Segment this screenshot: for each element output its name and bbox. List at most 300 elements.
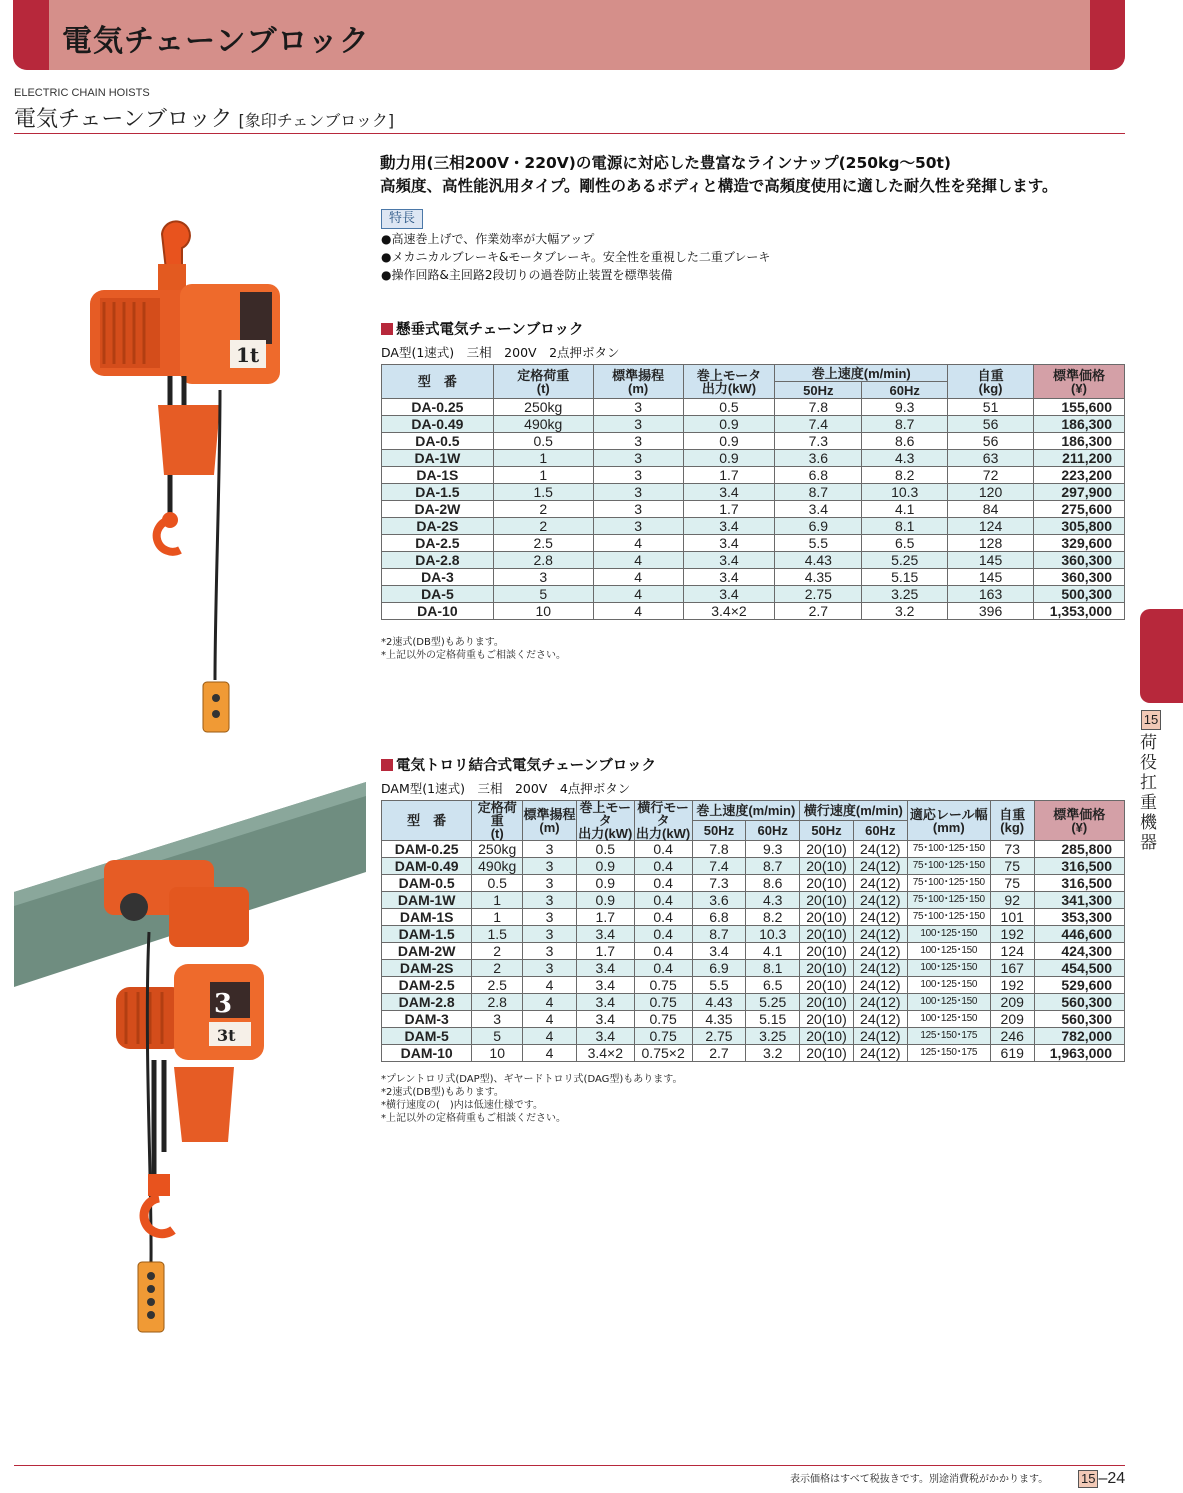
col-header-weight-unit: (kg) <box>978 380 1003 396</box>
table-cell: 9.3 <box>862 399 948 416</box>
table-cell: 51 <box>948 399 1034 416</box>
table-cell: 3.4 <box>683 535 775 552</box>
col-header-traverse-motor <box>634 801 692 841</box>
col-header-60hz: 60Hz <box>746 821 800 841</box>
table-row <box>382 943 1125 960</box>
table-cell: 75･100･125･150 <box>907 909 990 926</box>
table-cell: 72 <box>948 467 1034 484</box>
table-cell: DAM-1W <box>382 892 472 909</box>
table-cell: 223,200 <box>1034 467 1125 484</box>
da-notes <box>381 636 566 662</box>
table-cell: DAM-2S <box>382 960 472 977</box>
table-cell: 56 <box>948 433 1034 450</box>
table-cell: DA-1W <box>382 450 494 467</box>
table-cell: 24(12) <box>853 1045 907 1062</box>
table-row <box>382 467 1125 484</box>
table-cell: 305,800 <box>1034 518 1125 535</box>
table-cell: 6.8 <box>775 467 862 484</box>
table-row <box>382 926 1125 943</box>
table-cell: 396 <box>948 603 1034 620</box>
table-cell: 3 <box>593 484 683 501</box>
table-cell: 0.75 <box>634 994 692 1011</box>
table-row <box>382 603 1125 620</box>
table-cell: 3 <box>472 1011 523 1028</box>
svg-text:3t: 3t <box>217 1026 236 1045</box>
col-header-model: 型 番 <box>382 801 472 841</box>
table-cell: 7.3 <box>775 433 862 450</box>
table-row <box>382 484 1125 501</box>
table-row <box>382 858 1125 875</box>
table-cell: 341,300 <box>1034 892 1124 909</box>
table-cell: 316,500 <box>1034 858 1124 875</box>
table-cell: 128 <box>948 535 1034 552</box>
table-cell: 3.4 <box>683 518 775 535</box>
page-suffix: –24 <box>1098 1470 1126 1487</box>
table-cell: 24(12) <box>853 841 907 858</box>
table-cell: 24(12) <box>853 994 907 1011</box>
table-cell: DAM-1.5 <box>382 926 472 943</box>
col-header-traverse-50hz: 50Hz <box>800 821 854 841</box>
table-cell: 2 <box>472 943 523 960</box>
table-row <box>382 518 1125 535</box>
table-cell: 8.1 <box>862 518 948 535</box>
page-chapter: 15 <box>1078 1470 1098 1488</box>
table-cell: DAM-0.25 <box>382 841 472 858</box>
table-cell: 24(12) <box>853 909 907 926</box>
table-cell: 75･100･125･150 <box>907 841 990 858</box>
note-item: *上記以外の定格荷重もご相談ください。 <box>381 650 566 661</box>
table-cell: 24(12) <box>853 943 907 960</box>
col-header-price-unit: (¥) <box>1071 380 1087 396</box>
table-cell: 5.5 <box>775 535 862 552</box>
section-marker <box>381 323 393 335</box>
table-cell: 1.7 <box>576 909 634 926</box>
table-cell: 9.3 <box>746 841 800 858</box>
table-cell: 10 <box>493 603 593 620</box>
table-cell: 20(10) <box>800 909 854 926</box>
col-header-price <box>1034 365 1125 399</box>
table-cell: 3.4 <box>683 569 775 586</box>
brand-label: [象印チェンブロック] <box>238 111 395 130</box>
table-cell: 490kg <box>493 416 593 433</box>
table-cell: 4 <box>593 552 683 569</box>
table-row <box>382 1028 1125 1045</box>
table-cell: 454,500 <box>1034 960 1124 977</box>
table-row <box>382 450 1125 467</box>
col-header-load-label: 定格荷重 <box>517 367 570 383</box>
table-cell: 0.5 <box>493 433 593 450</box>
footer-divider <box>14 1465 1125 1466</box>
table-cell: 3 <box>593 467 683 484</box>
table-cell: 619 <box>990 1045 1034 1062</box>
col-header-50hz: 50Hz <box>692 821 746 841</box>
col-header-lift-label: 標準揚程 <box>523 806 576 822</box>
table-cell: 2.8 <box>493 552 593 569</box>
table-cell: 5 <box>472 1028 523 1045</box>
table-cell: DA-3 <box>382 569 494 586</box>
table-cell: 0.4 <box>634 892 692 909</box>
table-cell: 0.75 <box>634 977 692 994</box>
table-cell: 7.4 <box>692 858 746 875</box>
table-cell: 3.2 <box>746 1045 800 1062</box>
col-header-motor-label: 巻上モータ <box>579 800 632 828</box>
table-cell: 3.4 <box>576 1011 634 1028</box>
table-cell: 6.5 <box>746 977 800 994</box>
table-cell: 3.25 <box>862 586 948 603</box>
table-cell: 20(10) <box>800 858 854 875</box>
table-cell: 145 <box>948 552 1034 569</box>
table-row <box>382 586 1125 603</box>
table-cell: 24(12) <box>853 875 907 892</box>
table-cell: 8.7 <box>692 926 746 943</box>
feature-item: ●操作回路&主回路2段切りの過巻防止装置を標準装備 <box>381 268 673 282</box>
col-header-speed: 巻上速度(m/min) <box>692 801 800 821</box>
features-tag: 特長 <box>381 209 423 229</box>
table-cell: DA-2W <box>382 501 494 518</box>
table-cell: DAM-2.5 <box>382 977 472 994</box>
table-cell: 0.4 <box>634 858 692 875</box>
col-header-price <box>1034 801 1124 841</box>
table-cell: 782,000 <box>1034 1028 1124 1045</box>
table-cell: 5.5 <box>692 977 746 994</box>
table-cell: 3 <box>523 858 577 875</box>
table-cell: 1.5 <box>472 926 523 943</box>
table-cell: 0.75 <box>634 1011 692 1028</box>
col-header-weight-unit: (kg) <box>1000 819 1025 835</box>
table-cell: DAM-0.5 <box>382 875 472 892</box>
table-cell: DA-2.8 <box>382 552 494 569</box>
table-cell: 75･100･125･150 <box>907 875 990 892</box>
col-header-lift-unit: (m) <box>539 819 560 835</box>
col-header-price-label: 標準価格 <box>1053 806 1106 822</box>
table-cell: 101 <box>990 909 1034 926</box>
english-subtitle: ELECTRIC CHAIN HOISTS <box>14 87 150 99</box>
intro-text <box>380 152 1058 198</box>
table-cell: 2.5 <box>493 535 593 552</box>
table-cell: 0.9 <box>576 875 634 892</box>
col-header-rail <box>907 801 990 841</box>
table-cell: 155,600 <box>1034 399 1125 416</box>
col-header-model: 型 番 <box>382 365 494 399</box>
table-cell: 3 <box>593 433 683 450</box>
table-cell: 124 <box>990 943 1034 960</box>
table-cell: 6.8 <box>692 909 746 926</box>
table-cell: 3.6 <box>775 450 862 467</box>
table-cell: 2.7 <box>775 603 862 620</box>
col-header-price-unit: (¥) <box>1071 819 1088 835</box>
table-cell: 3.6 <box>692 892 746 909</box>
table-cell: 145 <box>948 569 1034 586</box>
table-cell: 4 <box>523 1011 577 1028</box>
table-cell: 0.4 <box>634 926 692 943</box>
table-cell: 125･150･175 <box>907 1045 990 1062</box>
svg-text:1t: 1t <box>236 343 260 367</box>
table-row <box>382 416 1125 433</box>
table-cell: 1.7 <box>683 467 775 484</box>
da-spec-table <box>381 364 1125 620</box>
col-header-50hz: 50Hz <box>775 382 862 399</box>
col-header-lift <box>523 801 577 841</box>
table-cell: DA-0.49 <box>382 416 494 433</box>
table-cell: 3.4 <box>576 960 634 977</box>
table-cell: 20(10) <box>800 926 854 943</box>
col-header-rail-label: 適応レール幅 <box>909 806 988 822</box>
table-cell: 8.7 <box>775 484 862 501</box>
table-cell: DA-2.5 <box>382 535 494 552</box>
col-header-rail-unit: (mm) <box>932 819 965 835</box>
table-cell: 4.35 <box>692 1011 746 1028</box>
svg-text:3: 3 <box>214 989 233 1019</box>
table-cell: 20(10) <box>800 977 854 994</box>
table-cell: 2.75 <box>775 586 862 603</box>
col-header-lift-unit: (m) <box>627 380 649 396</box>
table-cell: 2 <box>472 960 523 977</box>
table-cell: 3 <box>493 569 593 586</box>
table-cell: 10 <box>472 1045 523 1062</box>
table-cell: 0.9 <box>683 416 775 433</box>
table-cell: 5.15 <box>862 569 948 586</box>
table-cell: 100･125･150 <box>907 960 990 977</box>
section-heading-text: 電気チェーンブロック <box>14 107 233 132</box>
col-header-motor-unit: 出力(kW) <box>701 380 757 396</box>
table-cell: 20(10) <box>800 892 854 909</box>
table-cell: 24(12) <box>853 960 907 977</box>
table-cell: 75･100･125･150 <box>907 892 990 909</box>
table-cell: 3 <box>523 875 577 892</box>
intro-line-2: 高頻度、高性能汎用タイプ。剛性のあるボディと構造で高頻度使用に適した耐久性を発揮します。 <box>380 177 1058 195</box>
table-cell: DA-0.5 <box>382 433 494 450</box>
table-cell: 3.4 <box>683 484 775 501</box>
table-cell: DAM-2W <box>382 943 472 960</box>
table-cell: 0.5 <box>576 841 634 858</box>
table-row <box>382 399 1125 416</box>
da-section-title <box>381 318 583 339</box>
table-cell: 8.2 <box>746 909 800 926</box>
table-cell: 4 <box>523 1028 577 1045</box>
table-cell: 8.7 <box>862 416 948 433</box>
table-cell: 209 <box>990 994 1034 1011</box>
table-cell: 500,300 <box>1034 586 1125 603</box>
table-cell: 0.5 <box>683 399 775 416</box>
table-cell: 0.4 <box>634 909 692 926</box>
table-cell: 5.15 <box>746 1011 800 1028</box>
table-cell: 3 <box>523 943 577 960</box>
table-cell: 3 <box>523 892 577 909</box>
table-cell: 20(10) <box>800 1028 854 1045</box>
note-item: *2速式(DB型)もあります。 <box>381 1087 504 1098</box>
col-header-motor-label: 巻上モータ <box>696 367 762 383</box>
table-cell: 100･125･150 <box>907 977 990 994</box>
chapter-number: 15 <box>1141 710 1161 730</box>
table-row <box>382 960 1125 977</box>
table-cell: 73 <box>990 841 1034 858</box>
table-cell: 4.43 <box>692 994 746 1011</box>
table-row <box>382 892 1125 909</box>
page-title: 電気チェーンブロック <box>62 24 370 59</box>
table-cell: 186,300 <box>1034 416 1125 433</box>
table-cell: 6.5 <box>862 535 948 552</box>
table-cell: 56 <box>948 416 1034 433</box>
table-cell: 7.3 <box>692 875 746 892</box>
table-cell: 24(12) <box>853 1011 907 1028</box>
table-cell: 353,300 <box>1034 909 1124 926</box>
table-cell: 100･125･150 <box>907 1011 990 1028</box>
table-cell: 3.4 <box>576 977 634 994</box>
table-cell: 0.75×2 <box>634 1045 692 1062</box>
table-cell: 186,300 <box>1034 433 1125 450</box>
table-cell: 5 <box>493 586 593 603</box>
col-header-price-label: 標準価格 <box>1052 367 1105 383</box>
table-cell: 7.4 <box>775 416 862 433</box>
table-row <box>382 535 1125 552</box>
table-cell: 2.5 <box>472 977 523 994</box>
table-cell: 3 <box>523 926 577 943</box>
table-cell: DAM-5 <box>382 1028 472 1045</box>
table-cell: 360,300 <box>1034 569 1125 586</box>
table-cell: 63 <box>948 450 1034 467</box>
table-cell: 8.6 <box>862 433 948 450</box>
table-cell: 3.4 <box>576 1028 634 1045</box>
table-cell: 446,600 <box>1034 926 1124 943</box>
table-cell: 4.1 <box>862 501 948 518</box>
table-cell: DA-1.5 <box>382 484 494 501</box>
table-cell: 24(12) <box>853 926 907 943</box>
table-cell: 4 <box>593 603 683 620</box>
section-marker <box>381 759 393 771</box>
table-cell: 20(10) <box>800 943 854 960</box>
table-cell: 285,800 <box>1034 841 1124 858</box>
note-item: *プレントロリ式(DAP型)、ギヤードトロリ式(DAG型)もあります。 <box>381 1074 683 1085</box>
dam-section-title-text: 電気トロリ結合式電気チェーンブロック <box>396 758 656 774</box>
table-cell: 3.4 <box>692 943 746 960</box>
table-cell: 3 <box>593 399 683 416</box>
table-cell: 3.4 <box>683 586 775 603</box>
col-header-traverse-motor-unit: 出力(kW) <box>636 826 691 841</box>
table-cell: 100･125･150 <box>907 994 990 1011</box>
col-header-speed: 巻上速度(m/min) <box>775 365 948 382</box>
table-cell: 0.5 <box>472 875 523 892</box>
col-header-weight <box>990 801 1034 841</box>
hoist-photo-icon <box>80 220 280 740</box>
table-cell: 0.4 <box>634 875 692 892</box>
table-cell: 275,600 <box>1034 501 1125 518</box>
col-header-weight <box>948 365 1034 399</box>
table-cell: 4.3 <box>746 892 800 909</box>
table-cell: 246 <box>990 1028 1034 1045</box>
intro-line-1: 動力用(三相200V・220V)の電源に対応した豊富なラインナップ(250kg～50t) <box>380 154 952 172</box>
table-row <box>382 552 1125 569</box>
table-cell: 4.3 <box>862 450 948 467</box>
table-cell: 209 <box>990 1011 1034 1028</box>
table-cell: 3 <box>523 841 577 858</box>
table-row <box>382 841 1125 858</box>
dam-notes <box>381 1073 683 1125</box>
dam-table-body <box>382 841 1125 1062</box>
table-row <box>382 1045 1125 1062</box>
table-cell: 92 <box>990 892 1034 909</box>
table-cell: 490kg <box>472 858 523 875</box>
chapter-side-tab <box>1140 609 1183 703</box>
table-cell: 24(12) <box>853 977 907 994</box>
table-cell: 20(10) <box>800 841 854 858</box>
table-cell: 75･100･125･150 <box>907 858 990 875</box>
table-cell: DAM-10 <box>382 1045 472 1062</box>
table-cell: 1 <box>472 892 523 909</box>
table-cell: 75 <box>990 875 1034 892</box>
table-cell: 0.9 <box>576 892 634 909</box>
table-cell: 0.4 <box>634 841 692 858</box>
feature-item: ●高速巻上げで、作業効率が大幅アップ <box>381 232 595 246</box>
table-cell: 20(10) <box>800 994 854 1011</box>
table-cell: 163 <box>948 586 1034 603</box>
table-cell: 124 <box>948 518 1034 535</box>
table-cell: 4.35 <box>775 569 862 586</box>
table-cell: 4 <box>593 586 683 603</box>
col-header-traverse-speed: 横行速度(m/min) <box>800 801 908 821</box>
table-cell: 2 <box>493 518 593 535</box>
table-cell: 20(10) <box>800 960 854 977</box>
da-section-subtitle: DA型(1速式) 三相 200V 2点押ボタン <box>381 345 620 360</box>
dam-section-subtitle: DAM型(1速式) 三相 200V 4点押ボタン <box>381 781 631 796</box>
table-cell: 84 <box>948 501 1034 518</box>
col-header-load <box>493 365 593 399</box>
table-cell: 3.2 <box>862 603 948 620</box>
table-cell: 1,353,000 <box>1034 603 1125 620</box>
features-list <box>381 230 770 284</box>
table-cell: 297,900 <box>1034 484 1125 501</box>
table-cell: 24(12) <box>853 858 907 875</box>
table-cell: 360,300 <box>1034 552 1125 569</box>
table-cell: 560,300 <box>1034 994 1124 1011</box>
header-banner-left-tab <box>13 0 49 70</box>
table-cell: 0.9 <box>576 858 634 875</box>
table-cell: 2.75 <box>692 1028 746 1045</box>
chapter-category: 荷役扛重機器 <box>1140 733 1157 853</box>
table-cell: 0.4 <box>634 960 692 977</box>
table-cell: 100･125･150 <box>907 926 990 943</box>
col-header-load-label: 定格荷重 <box>477 800 517 828</box>
table-cell: 3 <box>593 518 683 535</box>
col-header-lift-label: 標準揚程 <box>612 367 665 383</box>
table-cell: DA-5 <box>382 586 494 603</box>
footer-note: 表示価格はすべて税抜きです。別途消費税がかかります。 <box>790 1474 1049 1485</box>
dam-section-title <box>381 754 656 775</box>
table-cell: 6.9 <box>692 960 746 977</box>
table-row <box>382 1011 1125 1028</box>
table-cell: 250kg <box>493 399 593 416</box>
col-header-weight-label: 自重 <box>999 806 1026 822</box>
table-cell: 167 <box>990 960 1034 977</box>
table-cell: 4.1 <box>746 943 800 960</box>
dam-spec-table <box>381 800 1125 1062</box>
table-cell: DA-1S <box>382 467 494 484</box>
table-cell: DAM-3 <box>382 1011 472 1028</box>
table-cell: 3 <box>593 416 683 433</box>
table-cell: 1 <box>472 909 523 926</box>
table-row <box>382 875 1125 892</box>
table-cell: DA-0.25 <box>382 399 494 416</box>
table-cell: 7.8 <box>692 841 746 858</box>
table-cell: DA-10 <box>382 603 494 620</box>
table-cell: DAM-0.49 <box>382 858 472 875</box>
table-cell: 1 <box>493 467 593 484</box>
table-cell: 2.8 <box>472 994 523 1011</box>
col-header-motor <box>576 801 634 841</box>
table-cell: 24(12) <box>853 892 907 909</box>
col-header-traverse-motor-label: 横行モータ <box>637 800 689 828</box>
table-cell: 3 <box>593 501 683 518</box>
table-cell: 8.7 <box>746 858 800 875</box>
